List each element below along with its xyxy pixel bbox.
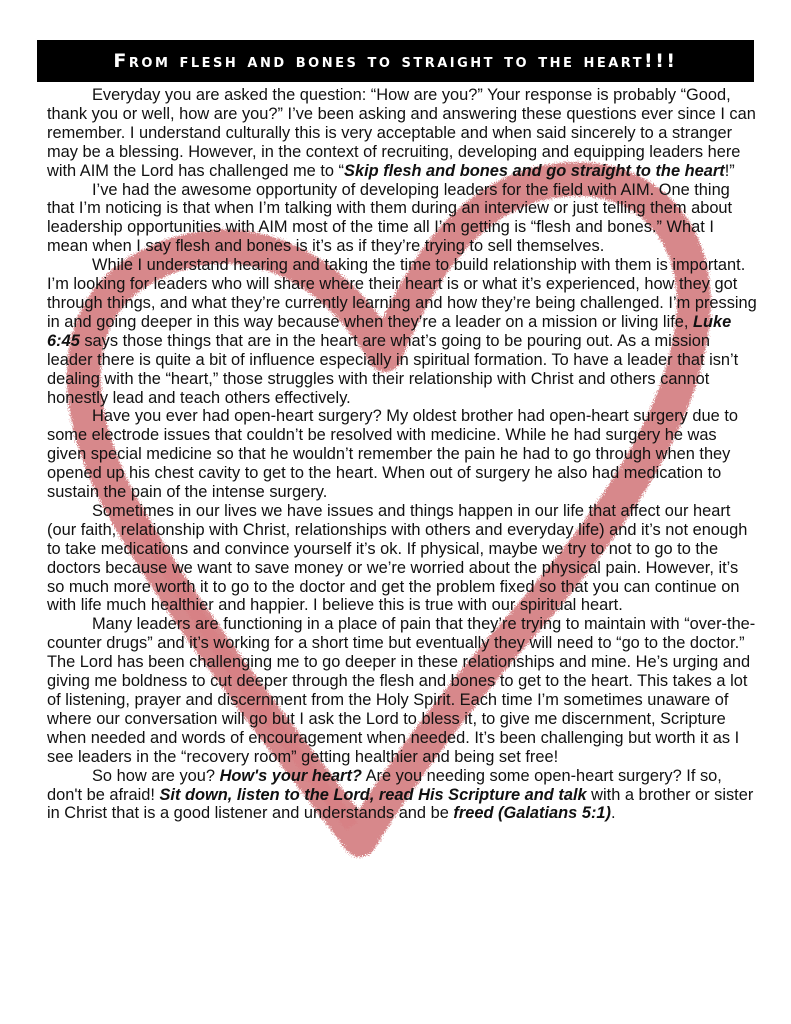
body-text-run: . [610,804,616,823]
paragraph [47,502,759,615]
paragraph [47,767,759,824]
emphasis-text: Sit down, listen to the Lord, read His Scripture and talk [159,785,587,804]
body-text-run: Are you needing some open-heart surgery? If so, don't be afraid! [47,766,722,804]
body-text-run: So how are you? [92,766,220,785]
body-text-run: !” [724,161,735,180]
paragraph [47,256,759,407]
paragraph [47,407,759,502]
paragraph [47,615,759,766]
body-text-run: I’ve had the awesome opportunity of developing leaders for the field with AIM. One thing that I’m noticing is that when I’m talking with them during an interview or just telling them about leadership opportunities with AIM most of the time all I’m getting is “flesh and bones.” What I mean when I say flesh and bones is it’s as if they’re trying to sell themselves. [47,180,733,256]
paragraph [47,181,759,257]
body-text-run: says those things that are in the heart are what’s going to be pouring out. As a mission leader there is quite a bit of influence especially in spiritual formation. To have a leader that isn’t dealing with the “heart,” those struggles with their relationship with Christ and others cannot honestly lead and teach others effectively. [47,331,739,407]
emphasis-text: How's your heart? [219,766,362,785]
page-title: From flesh and bones to straight to the heart!!! [113,50,678,72]
emphasis-text: freed (Galatians 5:1) [453,804,611,823]
emphasis-text: Luke 6:45 [47,312,732,350]
body-text-run: Everyday you are asked the question: “How are you?” Your response is probably “Good, thank you or well, how are you?” I’ve been asking and answering these questions ever since I can remember. I understand culturally this is very acceptable and when said sincerely to a stranger may be a blessing. However, in the context of recruiting, developing and equipping leaders here with AIM the Lord has challenged me to “ [47,86,756,180]
body-text-run: Have you ever had open-heart surgery? My oldest brother had open-heart surgery due to some electrode issues that couldn’t be resolved with medicine. While he had surgery he was given special medicine so that he wouldn’t remember the pain he had to go through when they opened up his chest cavity to get to the heart. When out of surgery he also had medication to sustain the pain of the intense surgery. [47,407,738,502]
paragraph [47,86,759,181]
article-body [47,86,759,823]
emphasis-text: Skip flesh and bones and go straight to the heart [344,161,725,180]
body-text-run: with a brother or sister in Christ that is a good listener and understands and be [47,785,754,823]
body-text-run: Many leaders are functioning in a place of pain that they’re trying to maintain with “over-the-counter drugs” and it’s working for a short time but eventually they will need to “go to the doctor.” The Lord has been challenging me to go deeper in these relationships and mine. He’s urging and giving me boldness to cut deeper through the flesh and bones to get to the heart. This takes a lot of listening, prayer and discernment from the Holy Spirit. Each time I’m sometimes unaware of where our conversation will go but I ask the Lord to bless it, to give me discernment, Scripture when needed and words of encouragement when needed. It’s been challenging but worth it as I see leaders in the “recovery room” getting healthier and being set free! [47,615,756,766]
body-text-run: Sometimes in our lives we have issues and things happen in our life that affect our heart (our faith, relationship with Christ, relationships with others and everyday life) and it’s not enough to take medications and convince yourself it’s ok. If physical, maybe we try to not to go to the doctors because we want to save money or we’re worried about the physical pain. However, it’s so much more worth it to go to the doctor and get the problem fixed so that you can continue on with life much healthier and happier. I believe this is true with our spiritual heart. [47,501,748,615]
title-banner [37,40,754,82]
body-text-run: While I understand hearing and taking the time to build relationship with them is important. I’m looking for leaders who will share where their heart is or what it’s experienced, how they got through things, and what they’re currently learning and how they’re being challenged. I’m pressing in and going deeper in this way because when they’re a leader on a mission or living life, [47,256,757,331]
